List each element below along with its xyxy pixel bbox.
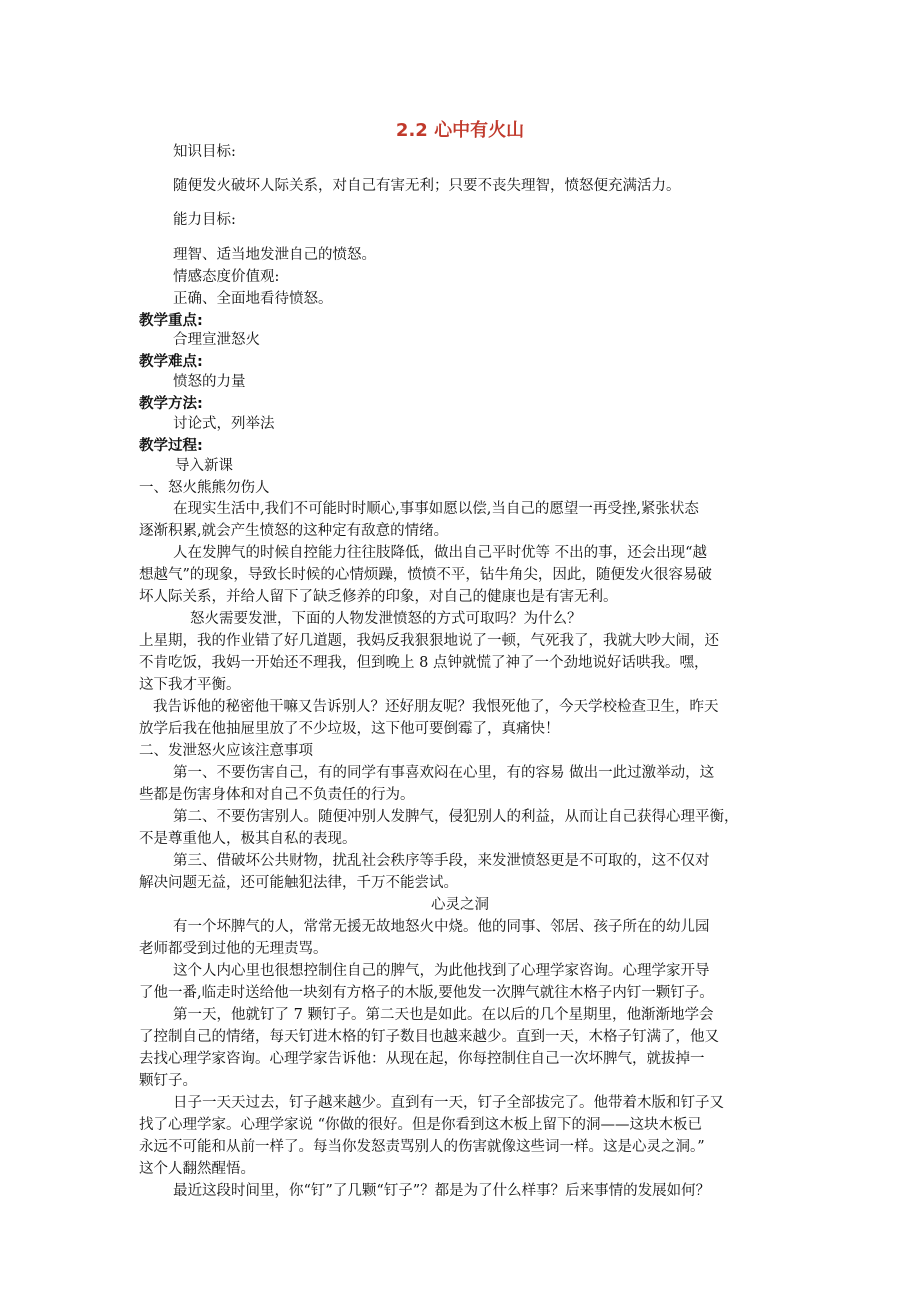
paragraph: 颗钉子。: [139, 1073, 197, 1089]
heading-teaching-difficulty: 教学难点:: [139, 354, 203, 370]
heading-ability-goal: 能力目标:: [173, 212, 236, 228]
paragraph: 日子一天天过去，钉子越来越少。直到有一天，钉子全部拔完了。他带着木版和钉子又: [173, 1095, 724, 1111]
paragraph: 第二、不要伤害别人。随便冲别人发脾气，侵犯别人的利益，从而让自己获得心理平衡，: [173, 809, 739, 825]
paragraph: 去找心理学家咨询。心理学家告诉他：从现在起，你每控制住自己一次坏脾气，就拔掉一: [139, 1051, 705, 1067]
paragraph: 第三、借破坏公共财物，扰乱社会秩序等手段，来发泄愤怒更是不可取的，这不仅对: [173, 853, 710, 869]
paragraph: 些都是伤害身体和对自己不负责任的行为。: [139, 787, 415, 803]
paragraph: 找了心理学家。心理学家说 “你做的很好。但是你看到这木板上留下的洞——这块木板已: [139, 1117, 703, 1133]
paragraph: 有一个坏脾气的人，常常无援无故地怒火中烧。他的同事、邻居、孩子所在的幼儿园: [173, 919, 710, 935]
paragraph: 了他一番,临走时送给他一块刻有方格子的木版,要他发一次脾气就往木格子内钉一颗钉子。: [139, 985, 714, 1001]
heading-knowledge-goal: 知识目标:: [173, 144, 236, 160]
paragraph: 上星期，我的作业错了好几道题，我妈反我狠狠地说了一顿，气死我了，我就大吵大闹，还: [139, 633, 719, 649]
paragraph: 在现实生活中,我们不可能时时顺心,事事如愿以偿,当自己的愿望一再受挫,紧张状态: [173, 501, 699, 517]
paragraph: 逐渐积累,就会产生愤怒的这种定有敌意的情绪。: [139, 523, 449, 539]
paragraph: 这下我才平衡。: [139, 677, 241, 693]
paragraph: 第一、不要伤害自己，有的同学有事喜欢闷在心里，有的容易 做出一此过激举动，这: [173, 765, 715, 781]
paragraph: 放学后我在他抽屉里放了不少垃圾，这下他可要倒霉了，真痛快！: [139, 721, 560, 737]
paragraph: 讨论式，列举法: [173, 416, 275, 432]
paragraph: 最近这段时间里，你“钉”了几颗“钉子”？都是为了什么样事？后来事情的发展如何？: [173, 1183, 711, 1199]
paragraph: 正确、全面地看待愤怒。: [173, 291, 333, 307]
section-heading-2: 二、发泄怒火应该注意事项: [139, 743, 313, 759]
heading-teaching-method: 教学方法:: [139, 396, 203, 412]
paragraph: 愤怒的力量: [173, 374, 246, 390]
paragraph: 不是尊重他人，极其自私的表现。: [139, 831, 357, 847]
paragraph: 理智、适当地发泄自己的愤怒。: [173, 247, 376, 263]
paragraph: 老师都受到过他的无理责骂。: [139, 941, 328, 957]
heading-teaching-focus: 教学重点:: [139, 313, 203, 329]
heading-teaching-process: 教学过程:: [139, 438, 203, 454]
paragraph: 这个人内心里也很想控制住自己的脾气，为此他找到了心理学家咨询。心理学家开导: [173, 963, 710, 979]
paragraph: 第一天，他就钉了 7 颗钉子。第二天也是如此。在以后的几个星期里，他渐渐地学会: [173, 1007, 714, 1023]
paragraph: 坏人际关系，并给人留下了缺乏修养的印象，对自己的健康也是有害无利。: [139, 589, 618, 605]
paragraph: 人在发脾气的时候自控能力往往肢降低，做出自己平时优等 不出的事，还会出现“越: [173, 545, 708, 561]
paragraph: 这个人翻然醒悟。: [139, 1161, 255, 1177]
paragraph: 我告诉他的秘密他干嘛又告诉别人？还好朋友呢？我恨死他了，今天学校检查卫生，昨天: [153, 699, 719, 715]
paragraph: 想越气”的现象，导致长时候的心情烦躁，愤愤不平，钻牛角尖，因此，随便发火很容易破: [139, 567, 712, 583]
paragraph: 了控制自己的情绪，每天钉进木格的钉子数目也越来越少。直到一天，木格子钉满了，他又: [139, 1029, 719, 1045]
paragraph: 永远不可能和从前一样了。每当你发怒责骂别人的伤害就像这些词一样。这是心灵之洞。”: [139, 1139, 705, 1155]
story-title: 心灵之洞: [431, 897, 489, 913]
document-title: 2.2 心中有火山: [395, 120, 525, 141]
paragraph: 导入新课: [175, 458, 233, 474]
paragraph: 随便发火破坏人际关系，对自己有害无利；只要不丧失理智，愤怒便充满活力。: [173, 178, 681, 194]
paragraph: 解决问题无益，还可能触犯法律，千万不能尝试。: [139, 875, 458, 891]
section-heading-1: 一、怒火熊熊勿伤人: [139, 480, 270, 496]
paragraph: 怒火需要发泄，下面的人物发泄愤怒的方式可取吗？为什么？: [190, 611, 582, 627]
paragraph: 合理宣泄怒火: [173, 332, 260, 348]
paragraph: 不肯吃饭，我妈一开始还不理我，但到晚上 8 点钟就慌了神了一个劲地说好话哄我。嘿，: [139, 655, 709, 671]
heading-attitude-goal: 情感态度价值观:: [173, 269, 280, 285]
